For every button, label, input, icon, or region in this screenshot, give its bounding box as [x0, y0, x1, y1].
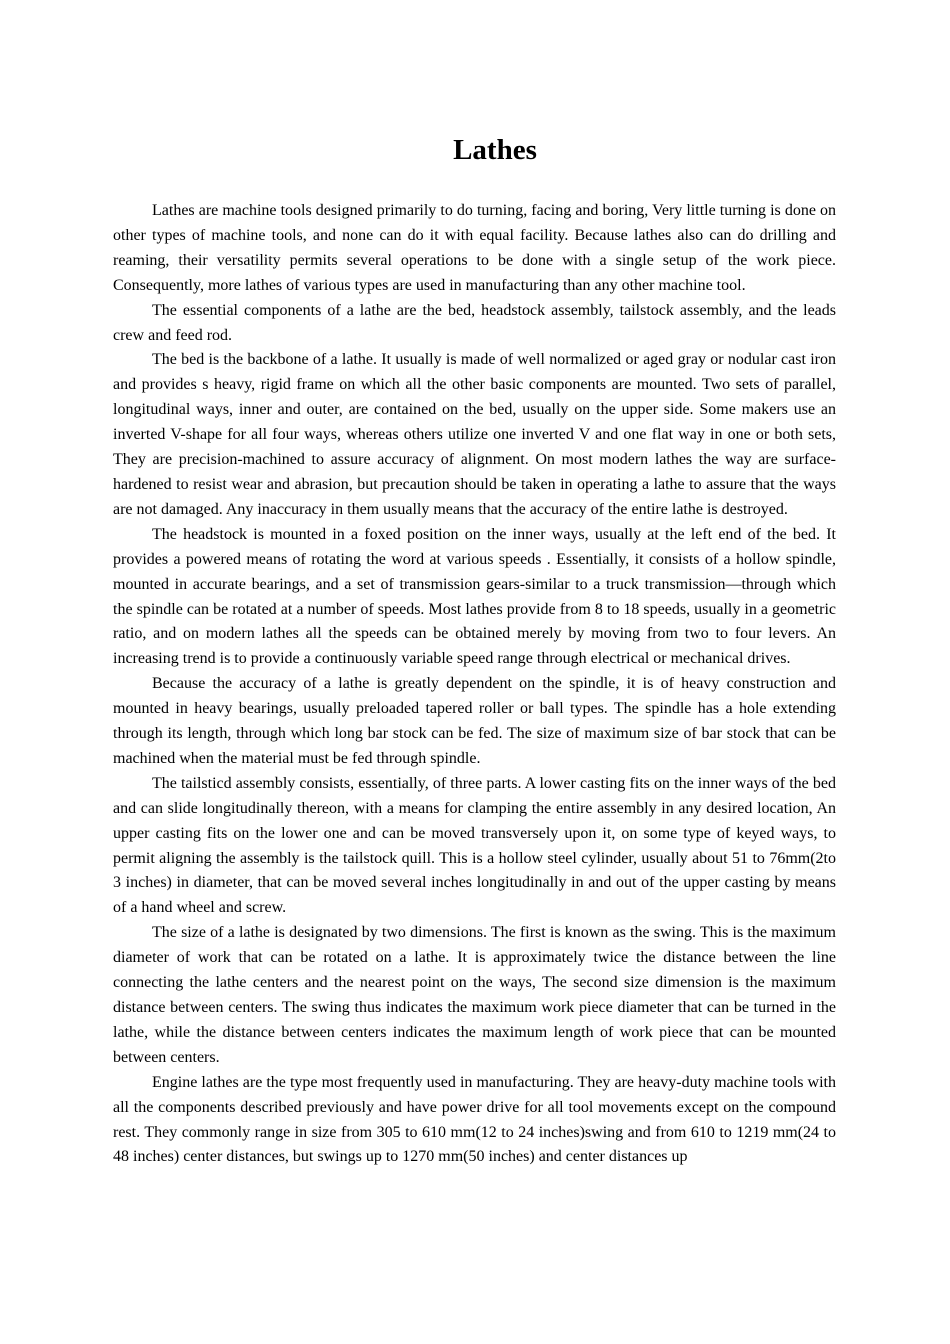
- paragraph: The size of a lathe is designated by two dimensions. The first is known as the swing. This is the maximum diameter of work that can be rotated on a lathe. It is approximately twice the distance between the line connecting the lathe centers and the nearest point on the ways, The second size dimension is the maximum distance between centers. The swing thus indicates the maximum work piece diameter that can be turned in the lathe, while the distance between centers indicates the maximum length of work piece that can be mounted between centers.: [113, 924, 836, 1066]
- paragraph: Engine lathes are the type most frequently used in manufacturing. They are heavy-duty machine tools with all the components described previously and have power drive for all tool movements except on the compound rest. They commonly range in size from 305 to 610 mm(12 to 24 inches)swing and from 610 to 1219 mm(24 to 48 inches) center distances, but swings up to 1270 mm(50 inches) and center distances up: [113, 1073, 836, 1166]
- paragraph: The headstock is mounted in a foxed position on the inner ways, usually at the left end of the bed. It provides a powered means of rotating the word at various speeds . Essentially, it consists of a hollow spindle, mounted in accurate bearings, and a set of transmission gears-similar to a truck transmission—through which the spindle can be rotated at a number of speeds. Most lathes provide from 8 to 18 speeds, usually in a geometric ratio, and on modern lathes all the speeds can be obtained merely by moving from two to four levers. An increasing trend is to provide a continuously variable speed range through electrical or mechanical drives.: [113, 525, 836, 668]
- paragraph: Lathes are machine tools designed primarily to do turning, facing and boring, Very little turning is done on other types of machine tools, and none can do it with equal facility. Because lathes also can do drilling and reaming, their versatility permits several operations to be done with a single setup of the work piece. Consequently, more lathes of various types are used in manufacturing than any other machine tool.: [113, 202, 836, 294]
- paragraph: Because the accuracy of a lathe is greatly dependent on the spindle, it is of heavy construction and mounted in heavy bearings, usually preloaded tapered roller or ball types. The spindle has a hole extending through its length, through which long bar stock can be fed. The size of maximum size of bar stock that can be machined when the material must be fed through spindle.: [113, 675, 836, 767]
- paragraph: The bed is the backbone of a lathe. It usually is made of well normalized or aged gray or nodular cast iron and provides s heavy, rigid frame on which all the other basic components are mounted. Two sets of parallel, longitudinal ways, inner and outer, are contained on the bed, usually on the upper side. Some makers use an inverted V-shape for all four ways, whereas others utilize one inverted V and one flat way in one or both sets, They are precision-machined to assure accuracy of alignment. On most modern lathes the way are surface-hardened to resist wear and abrasion, but precaution should be taken in operating a lathe to assure that the ways are not damaged. Any inaccuracy in them usually means that the accuracy of the entire lathe is destroyed.: [113, 351, 836, 518]
- paragraph: The essential components of a lathe are the bed, headstock assembly, tailstock assembly, and the leads crew and feed rod.: [113, 301, 836, 344]
- document-title: Lathes: [453, 134, 537, 166]
- document-body: [113, 199, 836, 1170]
- paragraph: The tailsticd assembly consists, essentially, of three parts. A lower casting fits on the inner ways of the bed and can slide longitudinally thereon, with a means for clamping the entire assembly in any desired location, An upper casting fits on the lower one and can be moved transversely upon it, on some type of keyed ways, to permit aligning the assembly is the tailstock quill. This is a hollow steel cylinder, usually about 51 to 76mm(2to 3 inches) in diameter, that can be moved several inches longitudinally in and out of the upper casting by means of a hand wheel and screw.: [113, 774, 836, 917]
